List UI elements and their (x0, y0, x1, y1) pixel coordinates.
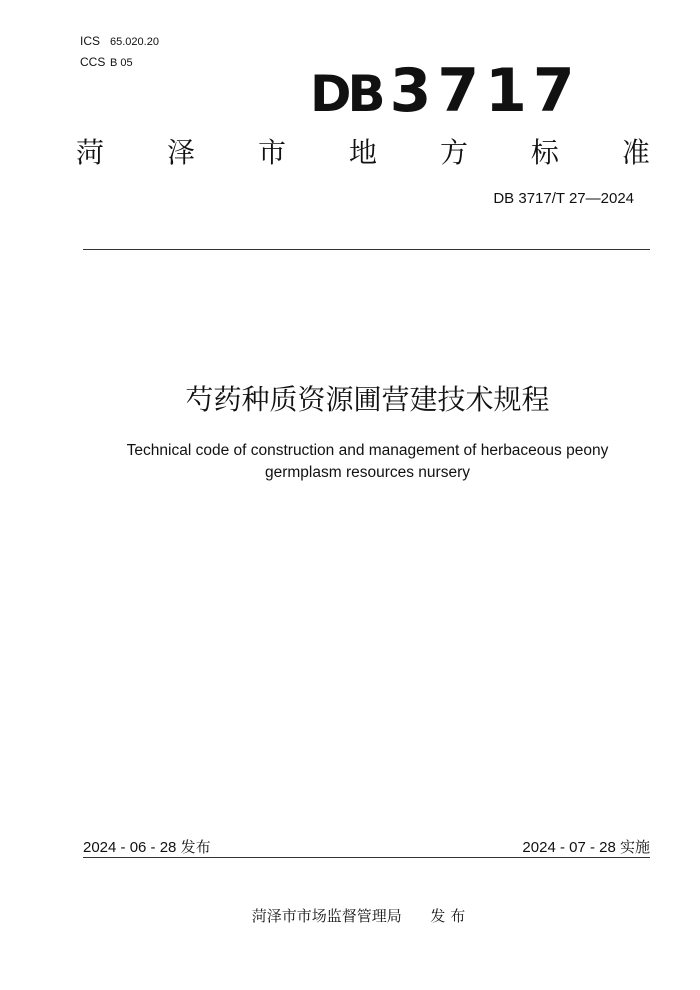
standard-logo-code: 3717 (389, 56, 581, 126)
standard-type-char: 市 (257, 136, 286, 169)
standard-number: DB 3717/T 27—2024 (493, 190, 634, 207)
standard-type-char: 方 (439, 136, 468, 169)
document-title-chinese: 芍药种质资源圃营建技术规程 (185, 383, 550, 416)
bottom-divider (83, 857, 650, 858)
ccs-code (80, 55, 133, 70)
implementation-date: 2024 - 07 - 28 实施 (522, 839, 650, 856)
standard-type-char: 标 (530, 136, 559, 169)
issuer-name: 菏泽市市场监督管理局 (251, 907, 402, 925)
standard-logo-prefix: DB (310, 65, 382, 123)
issue-date: 2024 - 06 - 28 发布 (83, 839, 211, 856)
standard-type-heading (76, 133, 650, 173)
ics-code (80, 34, 159, 49)
ics-label: ICS (80, 34, 101, 48)
standard-logo (310, 56, 600, 126)
standard-type-char: 菏 (76, 136, 105, 169)
ccs-value: B 05 (110, 57, 133, 69)
standard-type-char: 地 (348, 136, 377, 169)
standard-type-char: 泽 (166, 136, 195, 169)
issuer-action: 发 布 (430, 907, 466, 925)
ccs-label: CCS (80, 55, 106, 69)
title-english-line-1: Technical code of construction and management of herbaceous peony (126, 442, 609, 459)
standard-type-char: 准 (621, 136, 650, 169)
issuing-authority (0, 905, 700, 926)
document-title-english (0, 440, 700, 484)
title-english-line-2: germplasm resources nursery (264, 464, 470, 481)
top-divider (83, 249, 650, 250)
ics-value: 65.020.20 (110, 36, 159, 48)
